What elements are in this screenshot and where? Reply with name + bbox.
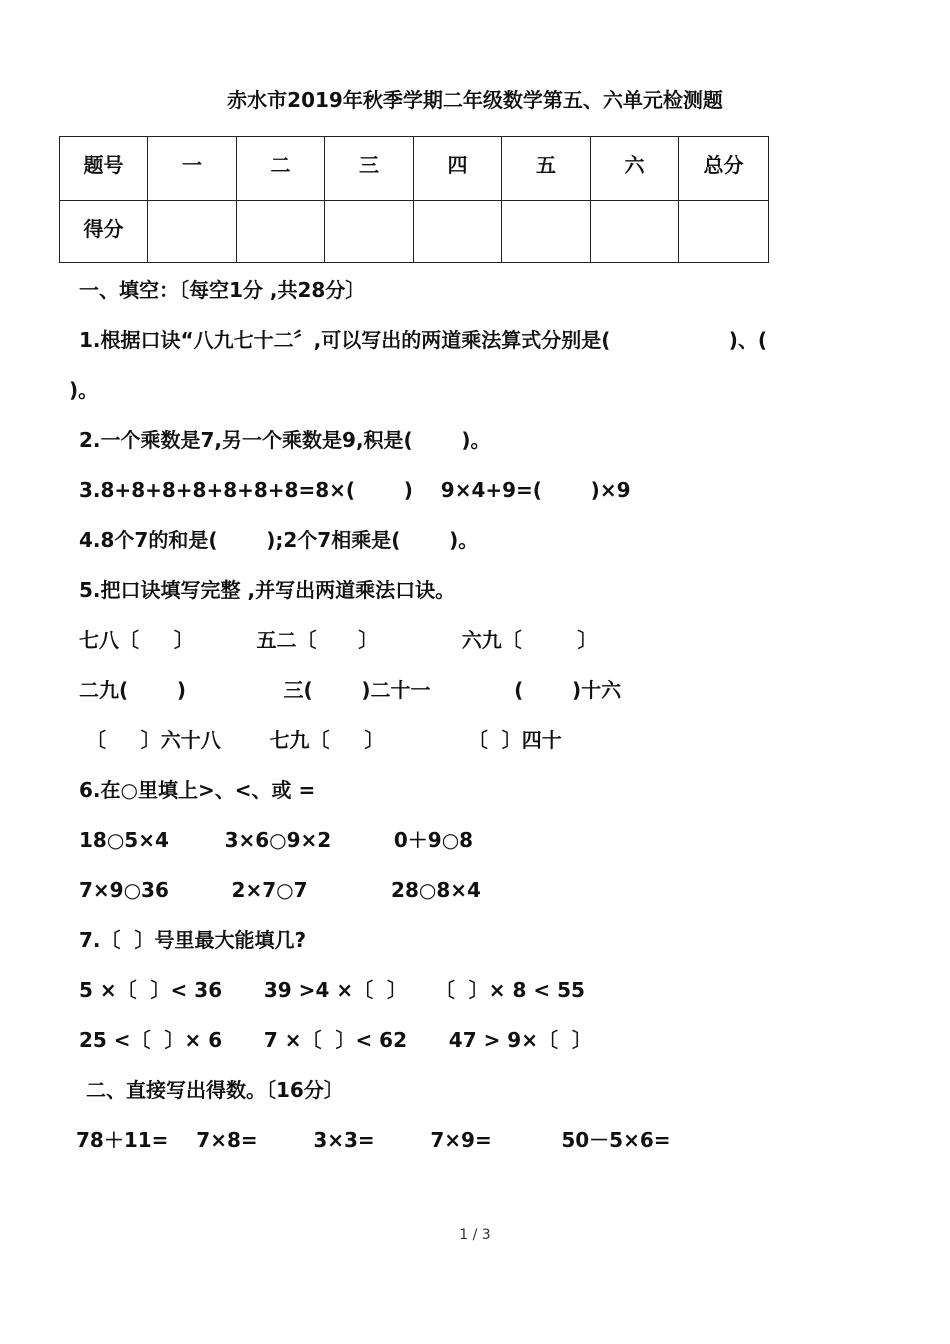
- page-number: 1 / 3: [459, 1227, 491, 1243]
- question-7: 7.〔 〕号里最大能填几?: [79, 928, 307, 952]
- header-cell: 总分: [679, 137, 769, 201]
- question-7-row-2: 25 <〔 〕× 6 7 ×〔 〕< 62 47 > 9×〔 〕: [79, 1028, 592, 1052]
- question-1-line-1: 1.根据口诀“八九七十二〞,可以写出的两道乘法算式分别是( )、(: [79, 328, 768, 352]
- header-cell: 题号: [60, 137, 148, 201]
- question-6-row-2: 7×9○36 2×7○7 28○8×4: [79, 878, 481, 902]
- score-cell[interactable]: [679, 201, 769, 263]
- header-cell: 四: [414, 137, 502, 201]
- question-5-row-1: 七八〔 〕 五二〔 〕 六九〔 〕: [79, 628, 598, 652]
- score-table-score-row: [60, 201, 769, 263]
- section-two-heading: 二、直接写出得数。〔16分〕: [79, 1078, 344, 1102]
- section-one-heading: 一、填空：〔每空1分 ,共28分〕: [79, 278, 366, 302]
- section-two-row-1: 78＋11= 7×8= 3×3= 7×9= 50－5×6=: [76, 1128, 671, 1152]
- question-5: 5.把口诀填写完整 ,并写出两道乘法口诀。: [79, 578, 456, 602]
- page-title: 赤水市2019年秋季学期二年级数学第五、六单元检测题: [227, 88, 723, 112]
- score-cell[interactable]: [148, 201, 237, 263]
- score-cell[interactable]: [502, 201, 591, 263]
- header-cell: 三: [325, 137, 414, 201]
- score-cell[interactable]: [414, 201, 502, 263]
- header-cell: 一: [148, 137, 237, 201]
- score-cell[interactable]: [237, 201, 325, 263]
- question-4: 4.8个7的和是( );2个7相乘是( )。: [79, 528, 479, 552]
- header-cell: 五: [502, 137, 591, 201]
- score-table: [59, 136, 769, 263]
- question-6: 6.在○里填上>、<、或 =: [79, 778, 316, 802]
- header-cell: 二: [237, 137, 325, 201]
- question-5-row-3: 〔 〕六十八 七九〔 〕 〔 〕四十: [79, 728, 562, 752]
- score-row-label: 得分: [60, 201, 148, 263]
- header-cell: 六: [591, 137, 679, 201]
- question-1-line-2: )。: [69, 378, 99, 402]
- question-6-row-1: 18○5×4 3×6○9×2 0＋9○8: [79, 828, 474, 852]
- score-table-header-row: [60, 137, 769, 201]
- score-cell[interactable]: [591, 201, 679, 263]
- question-2: 2.一个乘数是7,另一个乘数是9,积是( )。: [79, 428, 491, 452]
- score-cell[interactable]: [325, 201, 414, 263]
- question-5-row-2: 二九( ) 三( )二十一 ( )十六: [79, 678, 622, 702]
- question-7-row-1: 5 ×〔 〕< 36 39 >4 ×〔 〕 〔 〕× 8 < 55: [79, 978, 585, 1002]
- question-3: 3.8+8+8+8+8+8+8=8×( ) 9×4+9=( )×9: [79, 478, 631, 502]
